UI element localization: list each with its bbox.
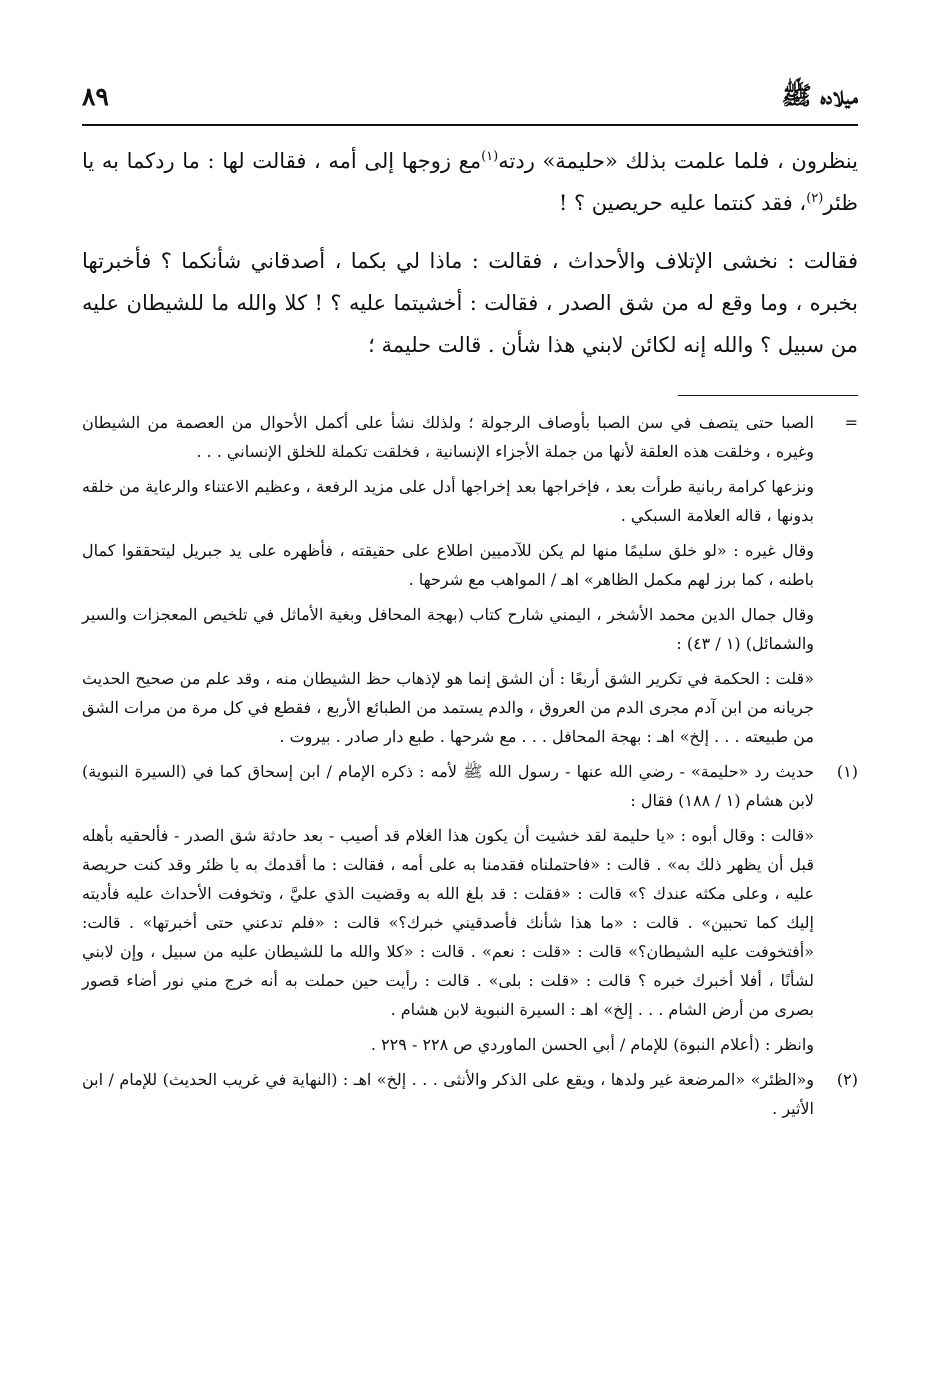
footnote-paragraph: وقال جمال الدين محمد الأشخر ، اليمني شارح كتاب (بهجة المحافل وبغية الأماثل في تلخيص المعجزات والسير والشمائل) (١ / ٤٣) :: [82, 605, 814, 653]
main-paragraph: [82, 140, 858, 224]
footnote-paragraph: «قلت : الحكمة في تكرير الشق أربعًا : أن الشق إنما هو لإذهاب حظ الشيطان منه ، وقد علم من صحيح الحديث جريانه من ابن آدم مجرى الدم من العروق ، والدم يستمد من الطبائع الأربع ، فقطع في كل مرة من مرات الشق من طبيعته . . . إلخ» اهـ : بهجة المحافل . . . مع شرحها . طبع دار صادر . بيروت .: [82, 669, 814, 746]
footnote-paragraph: وانظر : (أعلام النبوة) للإمام / أبي الحسن الماوردي ص ٢٢٨ - ٢٢٩ .: [370, 1035, 814, 1054]
footnote-separator: [678, 395, 858, 396]
footnote-ref: (١): [481, 149, 499, 164]
footnote-marker: =: [844, 413, 858, 432]
header-rule: [82, 124, 858, 126]
main-text-run: ، فقد كنتما عليه حريصين ؟ !: [558, 191, 807, 215]
main-text: [82, 140, 858, 382]
footnote-marker: (٢): [836, 1070, 858, 1089]
footnotes: [82, 408, 858, 1129]
footnote-paragraph: «قالت : وقال أبوه : «يا حليمة لقد خشيت أن يكون هذا الغلام قد أصيب - بعد حادثة شق الصدر - فألحقيه بأهله قبل أن يظهر ذلك به» . قالت : «فاحتملناه فقدمنا به على أمه ، فقالت : ما أقدمك به يا ظئر وقد كنت حريصة عليه ، وعلى مكثه عندك ؟» قالت : «فقلت : قد بلغ الله به وقضيت الذي عليَّ ، وتخوفت الأحداث عليه فأديته إليك كما تحبين» . قالت : «ما هذا شأنك فأصدقيني خبرك؟» قالت : «فلم تدعني حتى أخبرتها» . قالت: «أفتخوفت عليه الشيطان؟» قالت : «قلت : نعم» . قالت : «كلا والله ما للشيطان عليه من سبيل ، وإن لابني لشأنًا ، أفلا أخبرك خبره ؟ قالت : «قلت : بلى» . قالت : رأيت حين حملت به أنه خرج مني نور أضاء قصور بصرى من أرض الشام . . . إلخ» اهـ : السيرة النبوية لابن هشام .: [82, 826, 815, 1019]
footnote-paragraph: حديث رد «حليمة» - رضي الله عنها - رسول الله ﷺ لأمه : ذكره الإمام / ابن إسحاق كما في (السيرة النبوية) لابن هشام (١ / ١٨٨) فقال :: [82, 762, 815, 810]
page-number: ٨٩: [82, 82, 109, 111]
main-paragraph: فقالت : نخشى الإتلاف والأحداث ، فقالت : ماذا لي بكما ، أصدقاني شأنكما ؟ فأخبرتها بخبره ، وما وقع له من شق الصدر ، فقالت : أخشيتما عليه ؟ ! كلا والله ما للشيطان عليه من سبيل ؟ والله إنه لكائن لابني هذا شأن . قالت حليمة ؛: [82, 249, 858, 357]
footnote-ref: (٢): [806, 191, 824, 206]
main-text-run: مع زوجها إلى أمه ، فقالت لها : ما ردكما به يا ظئر: [82, 149, 858, 215]
running-head: ميلاده ﷺ: [781, 81, 858, 110]
footnote-paragraph: الصبا حتى يتصف في سن الصبا بأوصاف الرجولة ؛ ولذلك نشأ على أكمل الأحوال من العصمة من الشيطان وغيره ، وخلقت هذه العلقة لأنها من جملة الأجزاء الإنسانية ، فخلقت تكملة للخلق الإنساني . . .: [82, 413, 815, 461]
page-header: [82, 78, 858, 118]
footnote-2: [82, 1065, 858, 1123]
footnote-1: [82, 757, 858, 1059]
footnote-continuation: [82, 408, 858, 751]
footnote-marker: (١): [836, 762, 858, 781]
footnote-paragraph: وقال غيره : «لو خلق سليمًا منها لم يكن للآدميين اطلاع على حقيقته ، فأظهره على يد جبريل ليتحققوا كمال باطنه ، كما برز لهم مكمل الظاهر» اهـ / المواهب مع شرحها .: [82, 541, 815, 589]
footnote-paragraph: ونزعها كرامة ربانية طرأت بعد ، فإخراجها بعد إخراجها أدل على مزيد الرفعة ، وعظيم الاعتناء والرعاية من خلقه بدونها ، قاله العلامة السبكي .: [82, 477, 814, 525]
main-text-run: ينظرون ، فلما علمت بذلك «حليمة» ردته: [498, 149, 858, 173]
footnote-paragraph: و«الظئر» «المرضعة غير ولدها ، ويقع على الذكر والأنثى . . . إلخ» اهـ : (النهاية في غريب الحديث) للإمام / ابن الأثير .: [82, 1070, 814, 1118]
